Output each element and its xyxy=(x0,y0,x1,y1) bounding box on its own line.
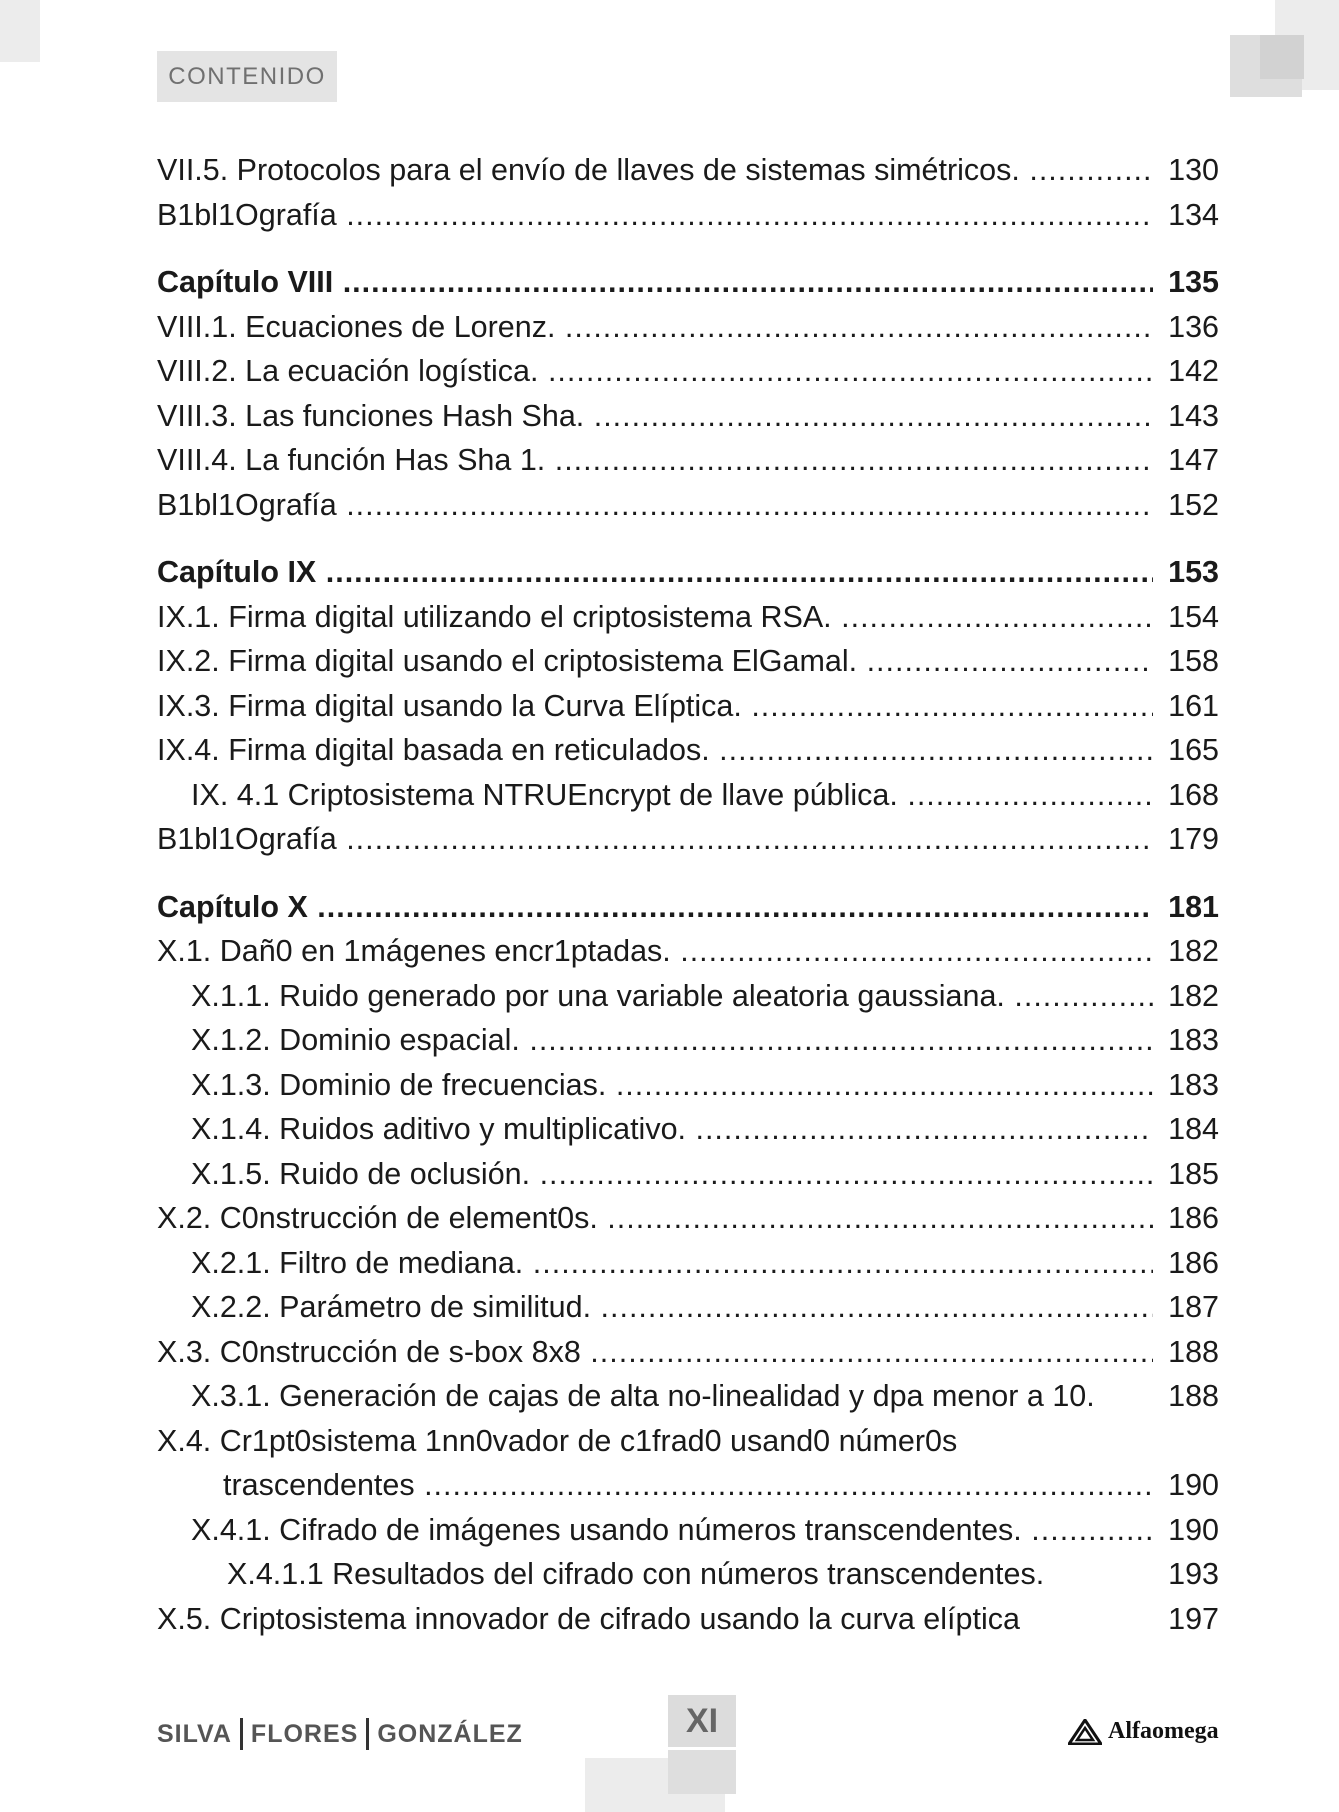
toc-entry-page: 188 xyxy=(1168,1334,1219,1369)
toc-entry xyxy=(157,1374,1219,1419)
toc-entry-page: 188 xyxy=(1168,1379,1219,1413)
toc-entry xyxy=(157,438,1219,483)
toc-entry-title: X.2.2. Parámetro de similitud. ..... xyxy=(157,1285,1153,1329)
toc-entry xyxy=(157,639,1219,684)
toc-entry xyxy=(157,773,1219,818)
author-name: GONZÁLEZ xyxy=(377,1719,523,1748)
toc-entry-title: X.4.1. Cifrado de imágenes usando números transcendentes. ..... xyxy=(157,1508,1153,1552)
toc-entry-title: X.1.2. Dominio espacial. ..... xyxy=(157,1018,1153,1062)
toc-entry-title: X.5. Criptosistema innovador de cifrado usando la curva elíptica xyxy=(157,1601,1020,1636)
toc-entry-page: 187 xyxy=(1168,1290,1219,1324)
toc-entry-page: 186 xyxy=(1168,1201,1219,1235)
toc-entry xyxy=(157,1107,1219,1152)
corner-decoration xyxy=(0,0,40,62)
toc-entry xyxy=(157,305,1219,350)
section-header-label: CONTENIDO xyxy=(168,62,326,90)
toc-entry-title: X.3. C0nstrucción de s-box 8x8 ..... xyxy=(157,1330,1153,1374)
toc-entry-page: 183 xyxy=(1168,1067,1219,1102)
toc-entry-title: X.1.4. Ruidos aditivo y multiplicativo. ..... xyxy=(157,1107,1153,1151)
toc-entry-title: Capítulo IX ..... xyxy=(157,550,1153,594)
toc-entry-title: X.1. Dañ0 en 1mágenes encr1ptadas. ..... xyxy=(157,929,1153,973)
alfaomega-triangle-icon xyxy=(1068,1719,1102,1745)
toc-entry xyxy=(157,483,1219,528)
table-of-contents xyxy=(157,148,1219,1641)
toc-entry-page: 193 xyxy=(1168,1557,1219,1591)
toc-entry-title: trascendentes ..... xyxy=(157,1463,1153,1507)
toc-entry-title: B1bl1Ografía ..... xyxy=(157,483,1153,527)
footer-decoration xyxy=(668,1750,736,1794)
toc-entry xyxy=(157,349,1219,394)
publisher-name: Alfaomega xyxy=(1108,1718,1219,1744)
toc-entry xyxy=(157,1241,1219,1286)
footer-authors xyxy=(157,1718,523,1750)
toc-entry-page: 142 xyxy=(1168,354,1219,388)
section-header-tag xyxy=(157,51,337,102)
toc-entry-title: X.1.5. Ruido de oclusión. ..... xyxy=(157,1152,1153,1196)
toc-entry-title: B1bl1Ografía ..... xyxy=(157,193,1153,237)
toc-entry-title: B1bl1Ografía ..... xyxy=(157,817,1153,861)
toc-entry-page: 154 xyxy=(1168,599,1219,634)
toc-entry-page: 161 xyxy=(1168,688,1219,723)
toc-entry xyxy=(157,1330,1219,1375)
toc-entry xyxy=(157,684,1219,729)
toc-entry xyxy=(157,394,1219,439)
page-number: XI xyxy=(668,1695,736,1747)
toc-entry-title: X.4.1.1 Resultados del cifrado con números transcendentes. xyxy=(227,1557,1045,1591)
toc-entry-page: 136 xyxy=(1168,309,1219,344)
toc-chapter-entry xyxy=(157,260,1219,305)
toc-entry-title: X.1.3. Dominio de frecuencias. ..... xyxy=(157,1063,1153,1107)
author-name: FLORES xyxy=(250,1719,359,1748)
toc-entry xyxy=(157,1419,1219,1464)
toc-entry xyxy=(157,1285,1219,1330)
toc-entry xyxy=(157,1018,1219,1063)
toc-entry xyxy=(157,595,1219,640)
toc-entry-title: IX.2. Firma digital usando el criptosistema ElGamal. ..... xyxy=(157,639,1153,683)
toc-entry-page: 190 xyxy=(1168,1512,1219,1547)
publisher-logo xyxy=(1068,1718,1219,1745)
toc-entry-page: 183 xyxy=(1168,1023,1219,1057)
toc-entry-page: 179 xyxy=(1168,822,1219,856)
toc-entry-title: X.3.1. Generación de cajas de alta no-linealidad y dpa menor a 10. xyxy=(191,1379,1095,1413)
toc-entry xyxy=(157,1152,1219,1197)
toc-entry xyxy=(157,1597,1219,1642)
toc-entry-title: IX. 4.1 Criptosistema NTRUEncrypt de llave pública. ..... xyxy=(157,773,1153,817)
toc-entry-title: X.1.1. Ruido generado por una variable aleatoria gaussiana. ..... xyxy=(157,974,1153,1018)
toc-entry-page: 182 xyxy=(1168,934,1219,968)
toc-entry-page: 152 xyxy=(1168,487,1219,522)
toc-entry-page: 158 xyxy=(1168,644,1219,678)
toc-entry-page: 130 xyxy=(1168,153,1219,187)
toc-entry-page: 168 xyxy=(1168,777,1219,812)
toc-entry-title: VII.5. Protocolos para el envío de llaves de sistemas simétricos. ..... xyxy=(157,148,1153,192)
toc-entry xyxy=(157,817,1219,862)
toc-entry-page: 153 xyxy=(1168,555,1219,589)
toc-entry-title: VIII.3. Las funciones Hash Sha. ..... xyxy=(157,394,1153,438)
toc-entry-title: X.2.1. Filtro de mediana. ..... xyxy=(157,1241,1153,1285)
toc-entry-page: 190 xyxy=(1168,1468,1219,1502)
toc-entry-title: X.2. C0nstrucción de element0s. ..... xyxy=(157,1196,1153,1240)
toc-entry-page: 186 xyxy=(1168,1245,1219,1280)
toc-entry-page: 147 xyxy=(1168,443,1219,477)
toc-entry xyxy=(157,929,1219,974)
toc-entry-page: 182 xyxy=(1168,978,1219,1013)
toc-entry-title: Capítulo X ..... xyxy=(157,885,1153,929)
toc-entry xyxy=(157,1552,1219,1597)
toc-entry-page: 184 xyxy=(1168,1112,1219,1146)
toc-entry-title: Capítulo VIII ..... xyxy=(157,260,1153,304)
toc-entry-page: 181 xyxy=(1168,889,1219,924)
corner-decoration xyxy=(1260,35,1304,79)
author-separator xyxy=(240,1718,243,1750)
author-name: SILVA xyxy=(157,1719,232,1748)
toc-entry-title: IX.4. Firma digital basada en reticulados. ..... xyxy=(157,728,1153,772)
toc-entry-page: 143 xyxy=(1168,398,1219,433)
toc-entry-page: 134 xyxy=(1168,197,1219,232)
toc-entry-title: IX.1. Firma digital utilizando el criptosistema RSA. ..... xyxy=(157,595,1153,639)
toc-entry xyxy=(157,1196,1219,1241)
toc-entry-page: 185 xyxy=(1168,1156,1219,1191)
toc-entry xyxy=(157,1063,1219,1108)
toc-entry-title: X.4. Cr1pt0sistema 1nn0vador de c1frad0 usand0 númer0s xyxy=(157,1423,958,1458)
author-separator xyxy=(366,1718,369,1750)
toc-entry xyxy=(157,193,1219,238)
toc-entry-page: 197 xyxy=(1168,1601,1219,1636)
toc-entry-page: 165 xyxy=(1168,733,1219,767)
toc-entry-title: VIII.2. La ecuación logística. ..... xyxy=(157,349,1153,393)
toc-entry xyxy=(157,148,1219,193)
toc-entry xyxy=(157,974,1219,1019)
toc-entry-title: VIII.4. La función Has Sha 1. ..... xyxy=(157,438,1153,482)
toc-entry xyxy=(157,728,1219,773)
toc-chapter-entry xyxy=(157,550,1219,595)
toc-entry-title: VIII.1. Ecuaciones de Lorenz. ..... xyxy=(157,305,1153,349)
toc-entry xyxy=(157,1508,1219,1553)
toc-chapter-entry xyxy=(157,885,1219,930)
toc-entry xyxy=(157,1463,1219,1508)
toc-entry-title: IX.3. Firma digital usando la Curva Elíptica. ..... xyxy=(157,684,1153,728)
toc-entry-page: 135 xyxy=(1168,265,1219,299)
